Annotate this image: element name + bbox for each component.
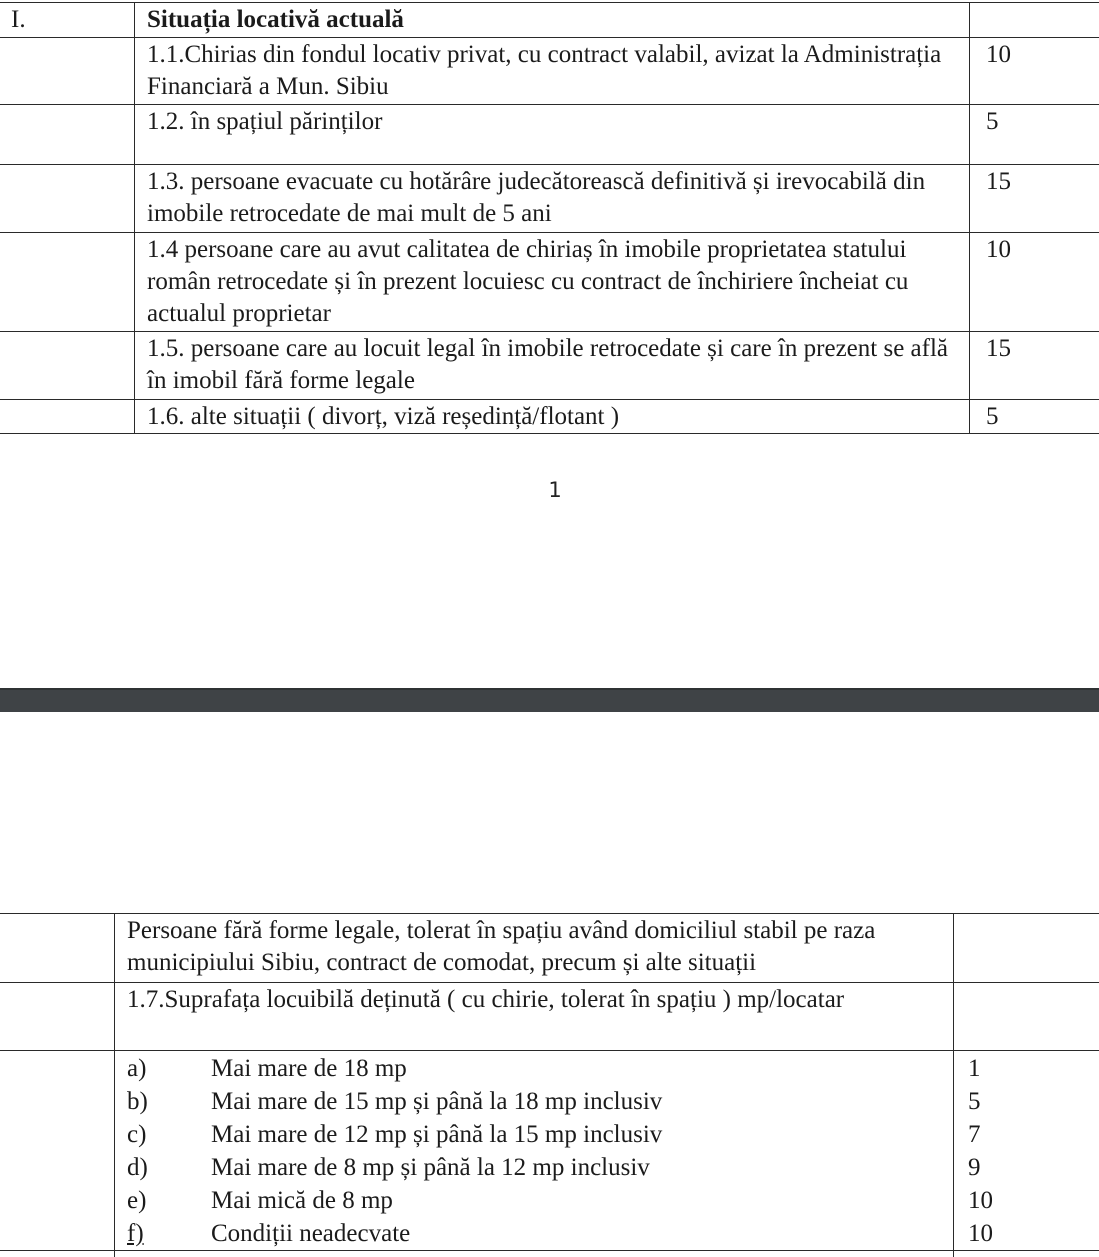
criterion-score: 15 [970, 165, 1099, 233]
option-text: Mai mare de 15 mp și până la 18 mp inclusiv [211, 1088, 663, 1115]
option-text: Condiții neadecvate [211, 1220, 411, 1247]
criterion-score: 10 [970, 233, 1099, 332]
table-row [0, 38, 1099, 105]
criterion-text: 1.5. persoane care au locuit legal în imobile retrocedate și care în prezent se află în imobil fără forme legale [135, 332, 970, 400]
table-row [0, 400, 1099, 434]
intro-text: Persoane fără forme legale, tolerat în spațiu având domiciliul stabil pe raza municipiului Sibiu, contract de comodat, precum și alte situații [115, 914, 954, 983]
table-row [0, 165, 1099, 233]
criterion-text: 1.3. persoane evacuate cu hotărâre judecătorească definitivă și irevocabilă din imobile retrocedate de mai mult de 5 ani [135, 165, 970, 233]
option-score: 7 [968, 1121, 981, 1148]
option-letter: c) [127, 1121, 147, 1148]
table-row [0, 914, 1099, 983]
subsection-text: 1.7.Suprafața locuibilă deținută ( cu chirie, tolerat în spațiu ) mp/locatar [115, 983, 954, 1051]
option-letter: d) [127, 1154, 148, 1181]
table-row [0, 105, 1099, 165]
criterion-text: 1.2. în spațiul părinților [135, 105, 970, 165]
list-item [127, 1184, 941, 1217]
criterion-text: 1.6. alte situații ( divorț, viză reședință/flotant ) [135, 400, 970, 434]
section-header-row [0, 3, 1099, 38]
section-number: I. [0, 3, 135, 38]
option-letter: a) [127, 1055, 147, 1082]
option-text: Mai mare de 12 mp și până la 15 mp inclusiv [211, 1121, 663, 1148]
option-score: 1 [968, 1055, 981, 1082]
section-score-cell [970, 3, 1099, 38]
criteria-table-section-1 [0, 2, 1099, 434]
criteria-table-continued [0, 913, 1099, 1257]
page-divider [0, 688, 1099, 712]
criterion-score: 10 [970, 38, 1099, 105]
criterion-text: 1.4 persoane care au avut calitatea de chiriaș în imobile proprietatea statului român retrocedate și în prezent locuiesc cu contract de închiriere încheiat cu actualul proprietar [135, 233, 970, 332]
option-letter: f) [127, 1220, 144, 1247]
options-list [115, 1051, 954, 1251]
option-score: 9 [968, 1154, 981, 1181]
criterion-score: 5 [970, 400, 1099, 434]
options-row [0, 1051, 1099, 1251]
option-text: Mai mare de 8 mp și până la 12 mp inclusiv [211, 1154, 650, 1181]
list-item [127, 1118, 941, 1151]
option-score: 10 [968, 1220, 993, 1247]
option-text: Mai mică de 8 mp [211, 1187, 393, 1214]
list-item [127, 1217, 941, 1250]
criterion-text: 1.1.Chirias din fondul locativ privat, cu contract valabil, avizat la Administrația Financiară a Mun. Sibiu [135, 38, 970, 105]
option-letter: b) [127, 1088, 148, 1115]
table-row [0, 233, 1099, 332]
list-item [127, 1085, 941, 1118]
document-page-2 [0, 712, 1099, 1257]
option-letter: e) [127, 1187, 147, 1214]
option-text: Mai mare de 18 mp [211, 1055, 407, 1082]
criterion-score: 15 [970, 332, 1099, 400]
table-row-cut-off [0, 1251, 1099, 1257]
option-score: 10 [968, 1187, 993, 1214]
page-number: 1 [548, 478, 562, 502]
section-title: Situația locativă actuală [135, 3, 970, 38]
criterion-score: 5 [970, 105, 1099, 165]
table-row [0, 983, 1099, 1051]
table-row [0, 332, 1099, 400]
list-item [127, 1052, 941, 1085]
list-item [127, 1151, 941, 1184]
option-score: 5 [968, 1088, 981, 1115]
options-scores [954, 1051, 1099, 1251]
